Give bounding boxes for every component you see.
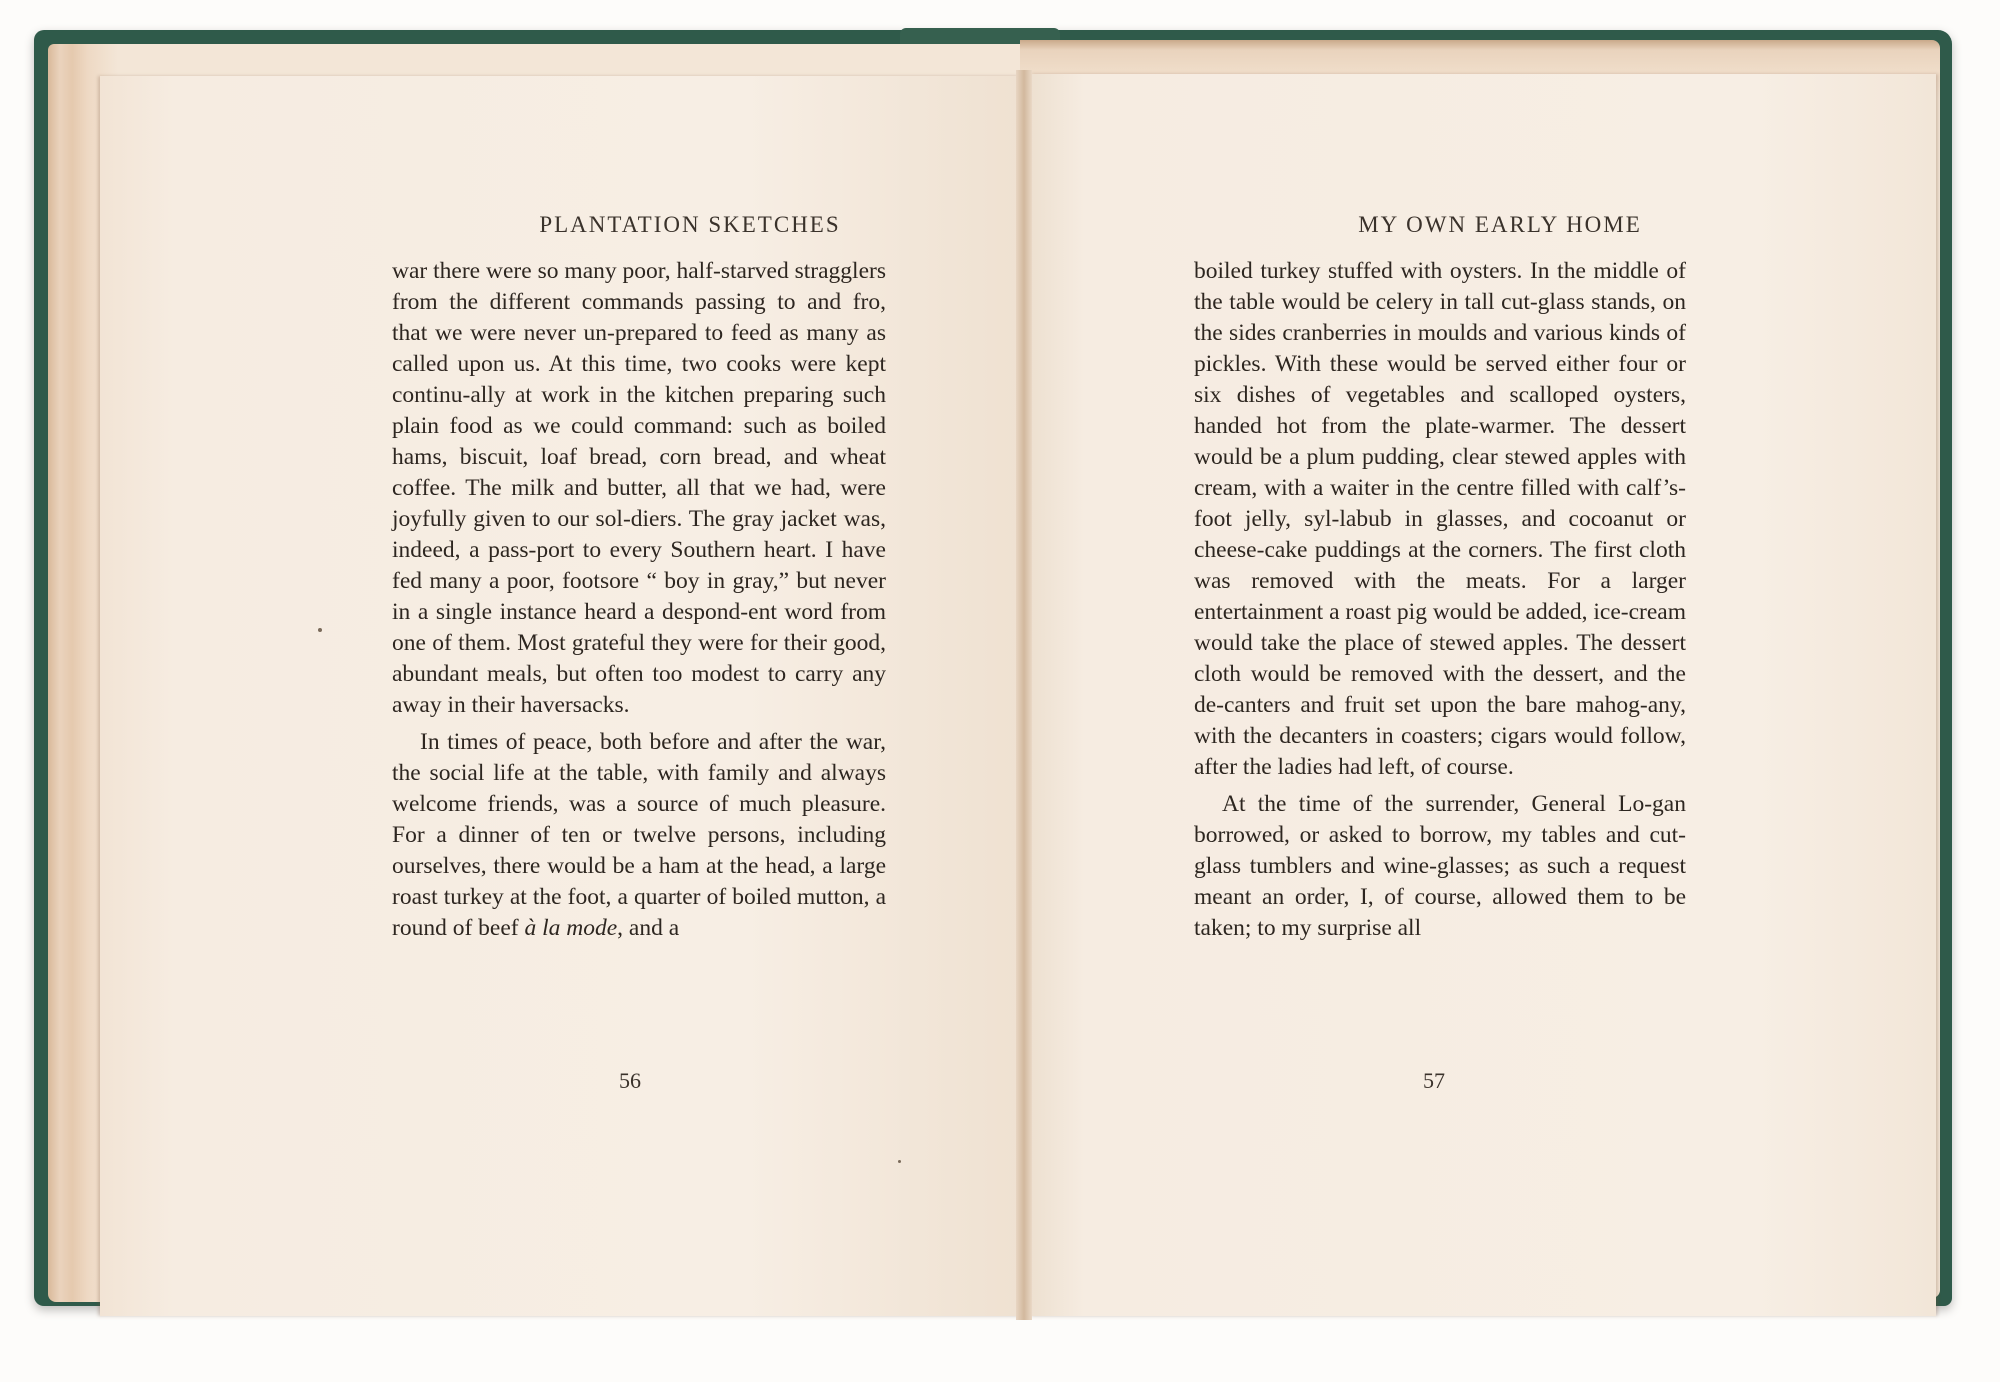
running-head-right: MY OWN EARLY HOME (1358, 212, 1642, 237)
paragraph (392, 727, 886, 944)
paragraph: boiled turkey stuffed with oysters. In the middle of the table would be celery in tall cut-glass stands, on the sides cranberries in moulds and various kinds of pickles. With these would be served either four or six dishes of vegetables and scalloped oysters, handed hot from the plate-warmer. The dessert would be a plum pudding, clear stewed apples with cream, with a waiter in the centre filled with calf’s-foot jelly, syl-labub in glasses, and cocoanut or cheese-cake puddings at the corners. The first cloth was removed with the meats. For a larger entertainment a roast pig would be added, ice-cream would take the place of stewed apples. The dessert cloth would be removed with the dessert, and the de-canters and fruit set upon the bare mahog-any, with the decanters in coasters; cigars would follow, after the ladies had left, of course. (1194, 258, 1686, 780)
italic-phrase: à la mode (524, 915, 618, 941)
paragraph: war there were so many poor, half-starved stragglers from the different commands passing to and fro, that we were never un-prepared to feed as many as called upon us. At this time, two cooks were kept continu-ally at work in the kitchen preparing such plain food as we could command: such as boiled hams, biscuit, loaf bread, corn bread, and wheat coffee. The milk and butter, all that we had, were joyfully given to our sol-diers. The gray jacket was, indeed, a pass-port to every Southern heart. I have fed many a poor, footsore “ boy in gray,” but never in a single instance heard a despond-ent word from one of them. Most grateful they were for their good, abundant meals, but often too modest to carry any away in their haversacks. (392, 258, 886, 718)
paragraph-text: In times of peace, both before and after the war, the social life at the table, with family and always welcome friends, was a source of much pleasure. For a dinner of ten or twelve persons, including ourselves, there would be a ham at the head, a large roast turkey at the foot, a quarter of boiled mutton, a round of beef (392, 729, 886, 941)
left-page-text (392, 256, 886, 944)
page-number-right: 57 (1423, 1068, 1445, 1093)
right-page-text (1194, 256, 1686, 944)
paper-speck (898, 1160, 901, 1163)
paper-speck (318, 628, 322, 632)
running-head-left: PLANTATION SKETCHES (539, 212, 841, 237)
paragraph-text: , and a (617, 915, 680, 941)
page-number-left: 56 (619, 1068, 641, 1093)
paragraph: At the time of the surrender, General Lo-gan borrowed, or asked to borrow, my tables and cut-glass tumblers and wine-glasses; as such a request meant an order, I, of course, allowed them to be taken; to my surprise all (1194, 791, 1686, 941)
book-gutter (1016, 70, 1032, 1320)
